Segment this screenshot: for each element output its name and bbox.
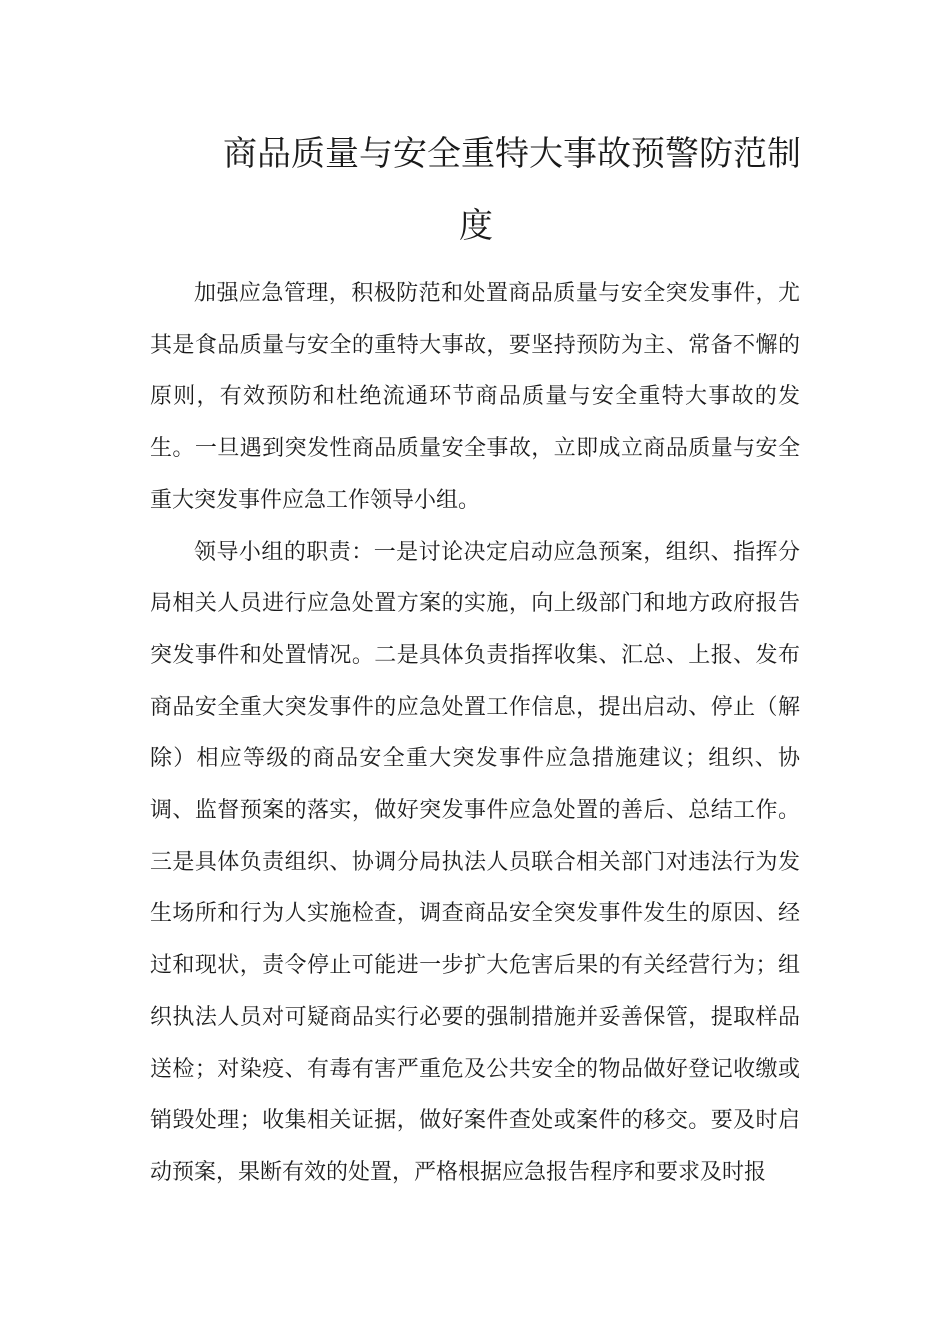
paragraph-leadership-duties: 领导小组的职责：一是讨论决定启动应急预案，组织、指挥分局相关人员进行应急处置方案的实施，向上级部门和地方政府报告突发事件和处置情况。二是具体负责指挥收集、汇总、上报、发布商品安全重大突发事件的应急处置工作信息，提出启动、停止（解除）相应等级的商品安全重大突发事件应急措施建议；组织、协调、监督预案的落实，做好突发事件应急处置的善后、总结工作。三是具体负责组织、协调分局执法人员联合相关部门对违法行为发生场所和行为人实施检查，调查商品安全突发事件发生的原因、经过和现状，责令停止可能进一步扩大危害后果的有关经营行为；组织执法人员对可疑商品实行必要的强制措施并妥善保管，提取样品送检；对染疫、有毒有害严重危及公共安全的物品做好登记收缴或销毁处理；收集相关证据，做好案件查处或案件的移交。要及时启动预案，果断有效的处置，严格根据应急报告程序和要求及时报 [150,539,800,1185]
document-body [150,268,800,1199]
title-line-1: 商品质量与安全重特大事故预警防范制 [223,134,801,174]
title-line-2: 度 [459,206,493,246]
document-title [150,118,800,262]
paragraph-emergency-management: 加强应急管理，积极防范和处置商品质量与安全突发事件，尤其是食品质量与安全的重特大事故，要坚持预防为主、常备不懈的原则，有效预防和杜绝流通环节商品质量与安全重特大事故的发生。一旦遇到突发性商品质量安全事故，立即成立商品质量与安全重大突发事件应急工作领导小组。 [150,281,800,513]
